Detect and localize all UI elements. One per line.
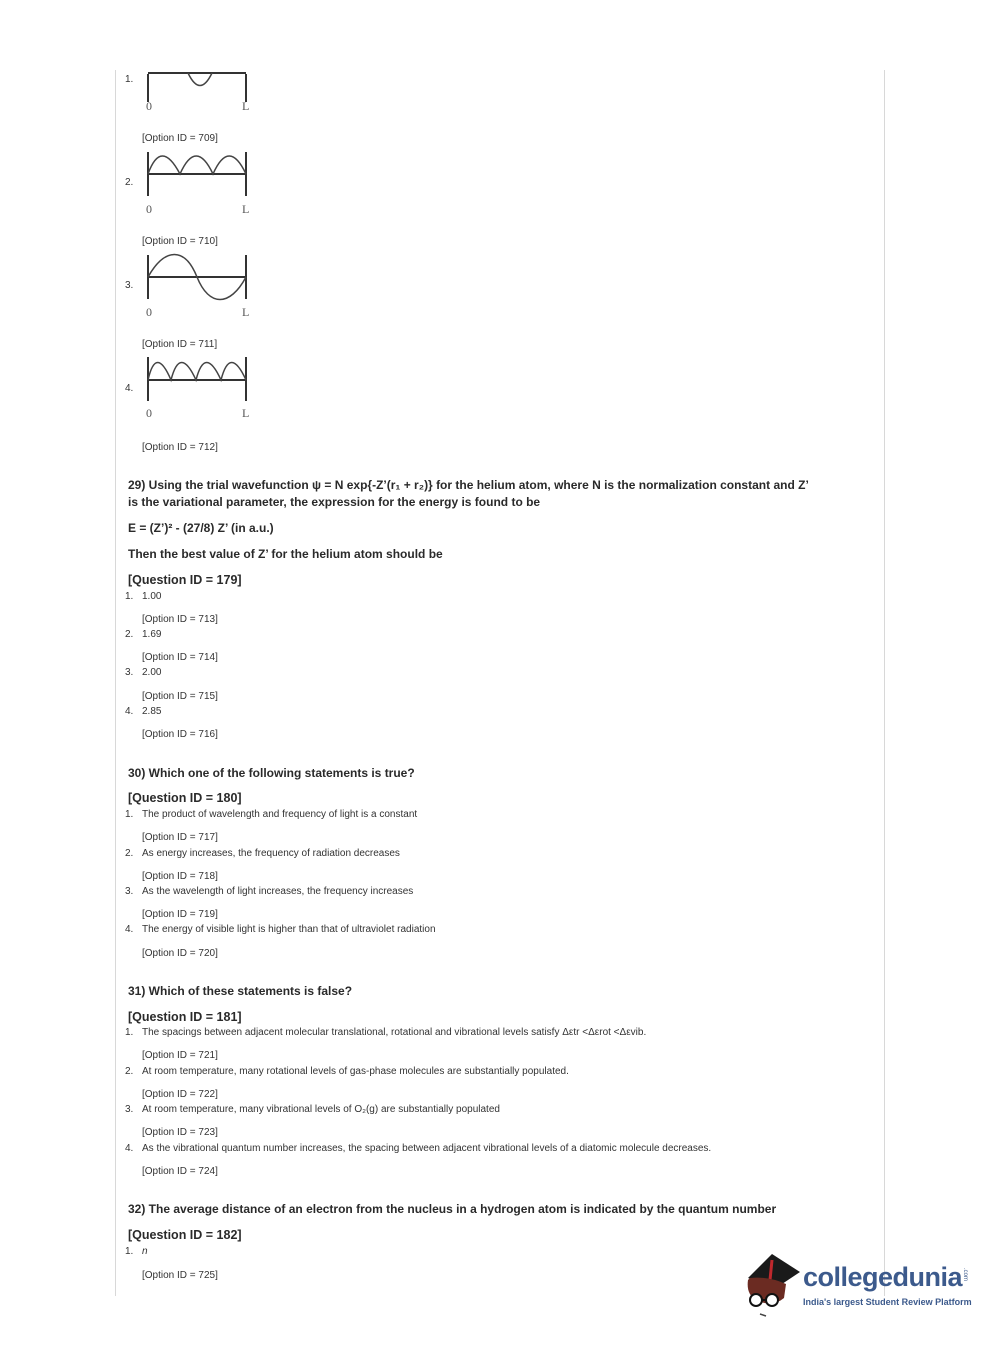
question-id: [Question ID = 182] (128, 1228, 242, 1242)
question-29-text-cont: is the variational parameter, the expression for the energy is found to be (128, 495, 541, 509)
option-number: 4. (125, 924, 134, 935)
option-number: 4. (125, 706, 134, 717)
option-number: 4. (125, 383, 134, 394)
brand-suffix: .com (962, 1268, 968, 1282)
option-text: n (142, 1246, 148, 1257)
wavefunction-diagram-2 (140, 148, 260, 218)
option-number: 1. (125, 1027, 134, 1038)
option-id: [Option ID = 719] (142, 909, 218, 920)
axis-label-0: 0 (146, 202, 152, 216)
option-number: 2. (125, 629, 134, 640)
question-id: [Question ID = 180] (128, 791, 242, 805)
option-id: [Option ID = 713] (142, 614, 218, 625)
axis-label-0: 0 (146, 305, 152, 319)
wavefunction-diagram-1 (140, 68, 260, 114)
option-number: 1. (125, 809, 134, 820)
option-id: [Option ID = 722] (142, 1089, 218, 1100)
mascot-icon (742, 1250, 804, 1320)
option-text: 1.69 (142, 629, 162, 640)
option-id: [Option ID = 721] (142, 1050, 218, 1061)
option-text: 2.00 (142, 667, 162, 678)
wavefunction-diagram-4 (140, 353, 260, 423)
option-text: The energy of visible light is higher than that of ultraviolet radiation (142, 924, 436, 935)
option-id: [Option ID = 712] (142, 442, 218, 453)
option-number: 1. (125, 74, 134, 85)
option-id: [Option ID = 711] (142, 339, 218, 350)
option-text: The spacings between adjacent molecular translational, rotational and vibrational levels satisfy Δεtr <Δεrot <Δεvib. (142, 1027, 647, 1038)
option-text: 2.85 (142, 706, 162, 717)
option-number: 3. (125, 1104, 134, 1115)
question-29-text: 29) Using the trial wavefunction ψ = N exp{-Z’(r₁ + r₂)} for the helium atom, where N is the normalization constant and Z’ (128, 478, 809, 492)
question-30-text: 30) Which one of the following statements is true? (128, 766, 415, 780)
axis-label-L: L (242, 406, 250, 420)
option-text: At room temperature, many vibrational levels of O₂(g) are substantially populated (142, 1104, 500, 1115)
question-29-prompt: Then the best value of Z’ for the helium atom should be (128, 547, 443, 561)
option-id: [Option ID = 724] (142, 1166, 218, 1177)
option-id: [Option ID = 720] (142, 948, 218, 959)
option-number: 4. (125, 1143, 134, 1154)
question-31-text: 31) Which of these statements is false? (128, 984, 353, 998)
option-number: 3. (125, 667, 134, 678)
axis-label-L: L (242, 99, 250, 113)
option-text: As the wavelength of light increases, the frequency increases (142, 886, 414, 897)
brand-tagline: India's largest Student Review Platform (803, 1297, 972, 1307)
question-29-equation: E = (Z’)² - (27/8) Z’ (in a.u.) (128, 521, 274, 535)
question-32-text: 32) The average distance of an electron from the nucleus in a hydrogen atom is indicated by the quantum number (128, 1202, 777, 1216)
right-margin-rule (884, 70, 885, 1296)
option-number: 2. (125, 848, 134, 859)
option-id: [Option ID = 714] (142, 652, 218, 663)
option-number: 1. (125, 1246, 134, 1257)
option-number: 3. (125, 886, 134, 897)
option-id: [Option ID = 716] (142, 729, 218, 740)
axis-label-L: L (242, 305, 250, 319)
option-text: As energy increases, the frequency of radiation decreases (142, 848, 400, 859)
option-id: [Option ID = 717] (142, 832, 218, 843)
axis-label-L: L (242, 202, 250, 216)
option-text: The product of wavelength and frequency of light is a constant (142, 809, 418, 820)
question-id: [Question ID = 181] (128, 1010, 242, 1024)
option-id: [Option ID = 723] (142, 1127, 218, 1138)
option-id: [Option ID = 715] (142, 691, 218, 702)
left-margin-rule (115, 70, 116, 1296)
option-number: 3. (125, 280, 134, 291)
axis-label-0: 0 (146, 406, 152, 420)
option-text: 1.00 (142, 591, 162, 602)
option-text: As the vibrational quantum number increases, the spacing between adjacent vibrational levels of a diatomic molecule decreases. (142, 1143, 712, 1154)
wavefunction-diagram-3 (140, 251, 260, 321)
option-number: 2. (125, 177, 134, 188)
axis-label-0: 0 (146, 99, 152, 113)
option-id: [Option ID = 718] (142, 871, 218, 882)
option-id: [Option ID = 710] (142, 236, 218, 247)
option-text: At room temperature, many rotational levels of gas-phase molecules are substantially populated. (142, 1066, 569, 1077)
option-id: [Option ID = 709] (142, 133, 218, 144)
question-id: [Question ID = 179] (128, 573, 242, 587)
brand-name: collegedunia (803, 1262, 963, 1292)
option-id: [Option ID = 725] (142, 1270, 218, 1281)
option-number: 1. (125, 591, 134, 602)
option-number: 2. (125, 1066, 134, 1077)
